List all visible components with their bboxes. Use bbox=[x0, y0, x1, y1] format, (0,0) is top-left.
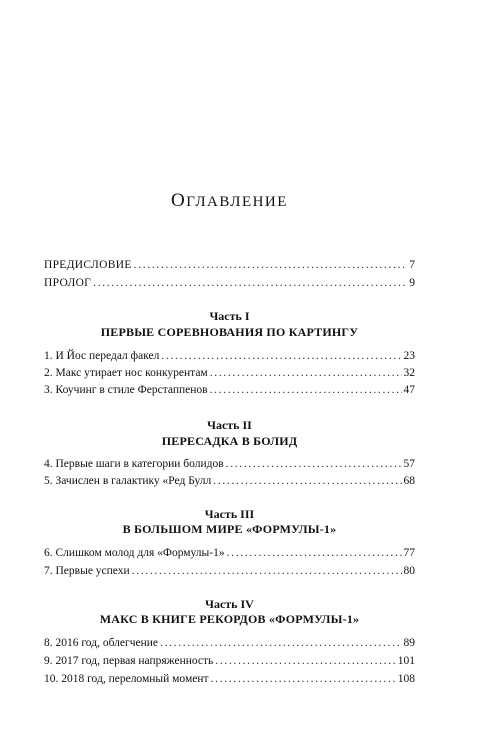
entry-page: 77 bbox=[403, 547, 415, 559]
entry-title: 8. 2016 год, облегчение bbox=[44, 637, 159, 649]
entry-page: 101 bbox=[397, 655, 415, 667]
entry-page: 7 bbox=[409, 259, 415, 271]
dot-leader bbox=[210, 366, 402, 380]
entry-title: ПРЕДИСЛОВИЕ bbox=[44, 259, 132, 271]
toc-entry-chapter-1[interactable] bbox=[44, 349, 415, 363]
entry-title: 3. Коучинг в стиле Ферстаппенов bbox=[44, 384, 208, 396]
toc-entry-chapter-2[interactable] bbox=[44, 366, 415, 380]
toc-entry-preface[interactable] bbox=[44, 258, 415, 272]
toc-entry-chapter-6[interactable] bbox=[44, 546, 415, 560]
dot-leader bbox=[215, 654, 395, 668]
part-1-label: Часть I bbox=[209, 309, 250, 323]
entry-page: 80 bbox=[403, 565, 415, 577]
entry-title: ПРОЛОГ bbox=[44, 277, 92, 289]
part-1-title: ПЕРВЫЕ СОРЕВНОВАНИЯ ПО КАРТИНГУ bbox=[100, 325, 359, 339]
part-3-label: Часть III bbox=[204, 507, 255, 521]
dot-leader bbox=[160, 636, 401, 650]
entry-title: 4. Первые шаги в категории болидов bbox=[44, 458, 224, 470]
dot-leader bbox=[93, 276, 407, 290]
dot-leader bbox=[134, 258, 408, 272]
dot-leader bbox=[161, 349, 401, 363]
dot-leader bbox=[227, 546, 402, 560]
table-of-contents-page bbox=[44, 0, 415, 750]
toc-entry-prologue[interactable] bbox=[44, 276, 415, 290]
part-2-label: Часть II bbox=[207, 418, 252, 432]
part-4-label: Часть IV bbox=[205, 597, 254, 611]
dot-leader bbox=[226, 457, 402, 471]
entry-page: 23 bbox=[403, 350, 415, 362]
entry-page: 32 bbox=[403, 367, 415, 379]
entry-page: 9 bbox=[409, 277, 415, 289]
dot-leader bbox=[132, 564, 402, 578]
part-2-title: ПЕРЕСАДКА В БОЛИД bbox=[161, 434, 298, 448]
part-4-title: МАКС В КНИГЕ РЕКОРДОВ «ФОРМУЛЫ-1» bbox=[99, 612, 360, 626]
entry-page: 47 bbox=[403, 384, 415, 396]
entry-title: 10. 2018 год, переломный момент bbox=[44, 673, 209, 685]
entry-page: 57 bbox=[403, 458, 415, 470]
entry-page: 68 bbox=[403, 475, 415, 487]
toc-heading-rest: ГЛАВЛЕНИЕ bbox=[186, 194, 288, 210]
toc-entry-chapter-3[interactable] bbox=[44, 383, 415, 397]
toc-entry-chapter-10[interactable] bbox=[44, 672, 415, 686]
dot-leader bbox=[213, 474, 401, 488]
toc-entry-chapter-7[interactable] bbox=[44, 564, 415, 578]
entry-page: 89 bbox=[403, 637, 415, 649]
entry-title: 5. Зачислен в галактику «Ред Булл bbox=[44, 475, 212, 487]
entry-title: 9. 2017 год, первая напряженность bbox=[44, 655, 214, 667]
dot-leader bbox=[211, 672, 396, 686]
toc-heading bbox=[44, 190, 415, 212]
toc-heading-initial: О bbox=[171, 190, 187, 211]
toc-entry-chapter-4[interactable] bbox=[44, 457, 415, 471]
toc-entry-chapter-5[interactable] bbox=[44, 474, 415, 488]
entry-page: 108 bbox=[397, 673, 415, 685]
entry-title: 6. Слишком молод для «Формулы-1» bbox=[44, 547, 225, 559]
toc-entry-chapter-9[interactable] bbox=[44, 654, 415, 668]
part-3-title: В БОЛЬШОМ МИРЕ «ФОРМУЛЫ-1» bbox=[122, 522, 337, 536]
toc-entry-chapter-8[interactable] bbox=[44, 636, 415, 650]
entry-title: 7. Первые успехи bbox=[44, 565, 130, 577]
dot-leader bbox=[210, 383, 402, 397]
entry-title: 2. Макс утирает нос конкурентам bbox=[44, 367, 208, 379]
entry-title: 1. И Йос передал факел bbox=[44, 350, 160, 362]
